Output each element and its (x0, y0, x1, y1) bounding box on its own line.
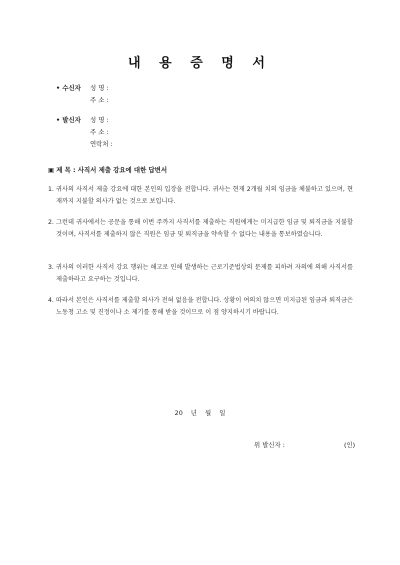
paragraph-text: 따라서 본인은 사직서를 제출할 의사가 전혀 없음을 전합니다. 상황이 여의치 않으면 미지급된 임금과 퇴직금은 노동청 고소 및 진정이나 소 제기를 통해 받을 것이므로 이 점 양지하시기 바랍니다. (56, 297, 353, 316)
signature-label: 위 발신자 : (254, 441, 285, 449)
paragraph-text: 그런데 귀사에서는 공문을 통해 이번 주까지 사직서를 제출하는 직원에게는 미지급한 임금 및 퇴직금을 지불할 것이며, 사직서를 제출하지 않은 직원은 임금 및 퇴직금을 약속할 수 없다는 내용을 통보하였습니다. (56, 219, 353, 238)
sender-fields (90, 114, 113, 150)
paragraph-3 (48, 262, 353, 285)
document-title: 내 용 증 명 서 (128, 56, 272, 71)
recipient-name-label: 성 명 : (90, 84, 109, 92)
sender-contact-label: 연락처 : (90, 140, 113, 148)
paragraph-text: 귀사의 사직서 제출 강요에 대한 본인의 입장을 전합니다. 귀사는 현재 2개월 치의 임금을 체불하고 있으며, 현재까지 지불할 의사가 없는 것으로 보입니다. (56, 186, 353, 205)
recipient-fields (90, 82, 109, 106)
recipient-heading: • 수신자 (56, 84, 81, 92)
sender-name-label: 성 명 : (90, 116, 109, 124)
sender-address-label: 주 소 : (90, 128, 109, 136)
paragraph-number: 2. (48, 219, 54, 226)
paragraph-1 (48, 184, 353, 207)
paragraph-number: 4. (48, 297, 54, 304)
paragraph-number: 3. (48, 264, 54, 271)
seal-mark: (인) (344, 441, 356, 449)
paragraph-number: 1. (48, 186, 54, 193)
sender-heading: • 발신자 (56, 116, 81, 124)
document-date: 20 년 월 일 (174, 409, 226, 417)
signature-block (254, 440, 356, 449)
subject-line: ▣ 제 목 : 사직서 제출 강요에 대한 답변서 (48, 166, 167, 174)
paragraph-text: 귀사의 이러한 사직서 강요 행위는 해고로 인해 발생하는 근로기준법상의 문제를 피하려 자의에 의해 사직서를 제출하라고 요구하는 것입니다. (56, 264, 353, 283)
paragraph-4 (48, 295, 353, 318)
recipient-address-label: 주 소 : (90, 96, 109, 104)
paragraph-2 (48, 217, 353, 240)
